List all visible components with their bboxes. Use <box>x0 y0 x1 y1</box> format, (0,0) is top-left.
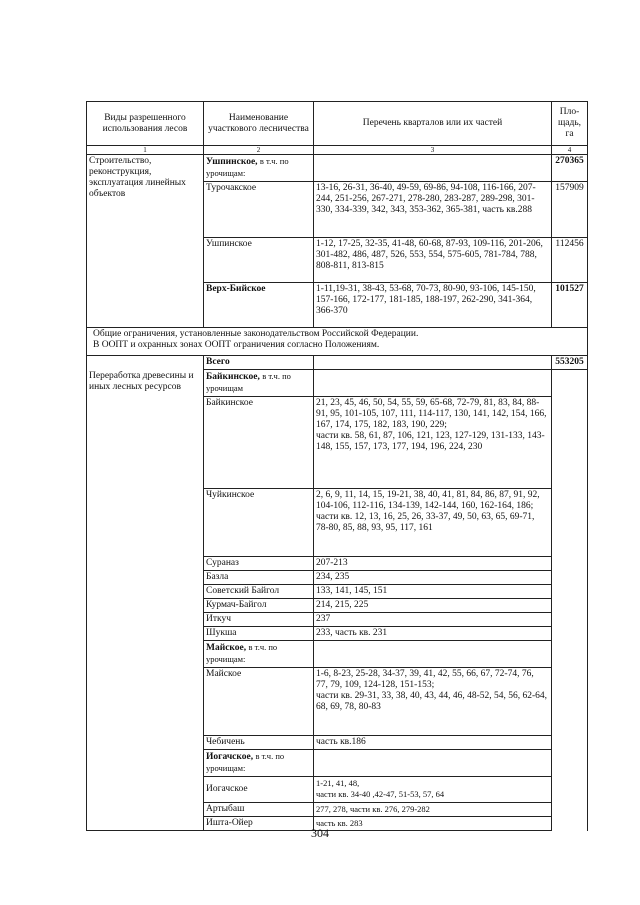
tract-quarters: 207-213 <box>314 557 552 571</box>
tract-quarters: 234, 235 <box>314 571 552 585</box>
tract-quarters: 1-11,19-31, 38-43, 53-68, 70-73, 80-90, 93-106, 145-150, 157-166, 172-177, 181-185, 188-197, 262-290, 341-364, 366-370 <box>314 283 552 328</box>
forestry-name: Верх-Бийское <box>204 283 314 328</box>
tract-area: 101527 <box>552 283 588 328</box>
quarters-line: 21, 23, 45, 46, 50, 54, 55, 59, 65-68, 72-79, 81, 83, 84, 88-91, 95, 101-105, 107, 111, 114-117, 130, 141, 142, 154, 166, 167, 174, 175, 182, 183, 190, 229; <box>316 398 547 430</box>
forestry-name: Майское, <box>206 643 247 653</box>
column-number: 2 <box>204 146 314 155</box>
forestry-name: Ушпинское, <box>206 157 258 167</box>
header-quarters: Перечень кварталов или их частей <box>314 102 552 146</box>
restriction-line: Общие ограничения, установленные законодательством Российской Федерации. <box>93 329 419 339</box>
tract-name: Чебичень <box>204 736 314 750</box>
tract-quarters <box>314 668 552 736</box>
tract-name: Сураназ <box>204 557 314 571</box>
restrictions-note <box>87 328 588 356</box>
tract-name: Советский Байгол <box>204 585 314 599</box>
area-ushpinskoe: 270365 <box>552 155 588 182</box>
restriction-line: В ООПТ и охранных зонах ООПТ ограничения согласно Положениям. <box>93 340 380 350</box>
use-type-construction: Строительство, реконструкция, эксплуатация линейных объектов <box>87 155 204 328</box>
forestry-note: в т.ч. по урочищам <box>206 371 291 393</box>
empty-cell <box>87 356 204 370</box>
tract-name: Чуйкинское <box>204 489 314 557</box>
tract-quarters: 133, 141, 145, 151 <box>314 585 552 599</box>
quarters-line: 1-21, 41, 48, <box>316 778 360 788</box>
forestry-note: в т.ч. по урочищам: <box>206 156 289 178</box>
empty-cell <box>314 750 552 777</box>
total-area: 553205 <box>552 356 588 370</box>
column-number-row <box>87 146 588 155</box>
forestry-baykinskoe <box>204 370 314 397</box>
quarters-line: 1-6, 8-23, 25-28, 34-37, 39, 41, 42, 55, 66, 67, 72-74, 76, <box>316 669 534 679</box>
forestry-mayskoe <box>204 641 314 668</box>
column-number: 4 <box>552 146 588 155</box>
tract-area: 112456 <box>552 238 588 283</box>
forestry-note: в т.ч. по урочищам: <box>206 751 285 773</box>
table-row <box>87 155 588 182</box>
total-label: Всего <box>204 356 314 370</box>
tract-name: Иогачское <box>204 777 314 803</box>
quarters-line: 2, 6, 9, 11, 14, 15, 19-21, 38, 40, 41, 81, 84, 86, 87, 91, 92, 104-106, 112-116, 134-139, 142-144, 160, 162-164, 186; <box>316 490 540 511</box>
total-row <box>87 356 588 370</box>
column-number: 1 <box>87 146 204 155</box>
forest-use-table <box>86 101 588 831</box>
tract-quarters: 237 <box>314 613 552 627</box>
table-header-row <box>87 102 588 146</box>
tract-quarters: 233, часть кв. 231 <box>314 627 552 641</box>
header-area: Пло-щадь, га <box>552 102 588 146</box>
empty-cell <box>314 370 552 397</box>
quarters-line: части кв. 34-40 ,42-47, 51-53, 57, 64 <box>316 789 445 799</box>
header-forestry: Наименование участкового лесничества <box>204 102 314 146</box>
page-number: 304 <box>311 826 329 840</box>
tract-name: Ишта-Ойер <box>204 817 314 831</box>
quarters-cell <box>314 155 552 182</box>
tract-name: Шукша <box>204 627 314 641</box>
table-row <box>87 370 588 397</box>
forestry-ushpinskoe <box>204 155 314 182</box>
tract-quarters <box>314 489 552 557</box>
empty-cell <box>314 356 552 370</box>
tract-name: Турочакское <box>204 182 314 238</box>
tract-area: 157909 <box>552 182 588 238</box>
quarters-line: 77, 79, 109, 124-128, 151-153; <box>316 680 435 690</box>
empty-cell <box>314 641 552 668</box>
tract-name: Иткуч <box>204 613 314 627</box>
column-number: 3 <box>314 146 552 155</box>
tract-quarters: 1-12, 17-25, 32-35, 41-48, 60-68, 87-93, 109-116, 201-206, 301-482, 486, 487, 526, 553, 554, 575-605, 781-784, 788, 808-811, 813-815 <box>314 238 552 283</box>
restrictions-row <box>87 328 588 356</box>
tract-name: Базла <box>204 571 314 585</box>
tract-name: Майское <box>204 668 314 736</box>
forestry-note: в т.ч. по урочищам: <box>206 642 278 664</box>
tract-quarters: часть кв. 283 <box>314 817 552 831</box>
tract-quarters: часть кв.186 <box>314 736 552 750</box>
tract-name: Курмач-Байгол <box>204 599 314 613</box>
tract-quarters <box>314 397 552 489</box>
quarters-line: части кв. 12, 13, 16, 25, 26, 33-37, 49, 50, 63, 65, 69-71, 78-80, 85, 88, 93, 95, 117, 161 <box>316 512 535 533</box>
tract-quarters: 13-16, 26-31, 36-40, 49-59, 69-86, 94-108, 116-166, 207-244, 251-256, 267-271, 278-280, 283-287, 289-298, 301-330, 334-339, 342, 343, 353-362, 365-381, часть кв.288 <box>314 182 552 238</box>
forestry-iogachskoe <box>204 750 314 777</box>
use-type-processing: Переработка древесины и иных лесных ресурсов <box>87 370 204 831</box>
tract-quarters: 214, 215, 225 <box>314 599 552 613</box>
tract-quarters <box>314 777 552 803</box>
tract-name: Ушпинское <box>204 238 314 283</box>
quarters-line: части кв. 58, 61, 87, 106, 121, 123, 127-129, 131-133, 143-148, 155, 157, 173, 177, 194, 196, 224, 230 <box>316 431 545 452</box>
forestry-name: Байкинское, <box>206 372 260 382</box>
empty-area-column <box>552 370 588 831</box>
forestry-name: Иогачское, <box>206 752 254 762</box>
tract-quarters: 277, 278, части кв. 276, 279-282 <box>314 803 552 817</box>
tract-name: Байкинское <box>204 397 314 489</box>
header-use-type: Виды разрешенного использования лесов <box>87 102 204 146</box>
tract-name: Артыбаш <box>204 803 314 817</box>
quarters-line: части кв. 29-31, 33, 38, 40, 43, 44, 46, 48-52, 54, 56, 62-64, 68, 69, 78, 80-83 <box>316 691 548 712</box>
